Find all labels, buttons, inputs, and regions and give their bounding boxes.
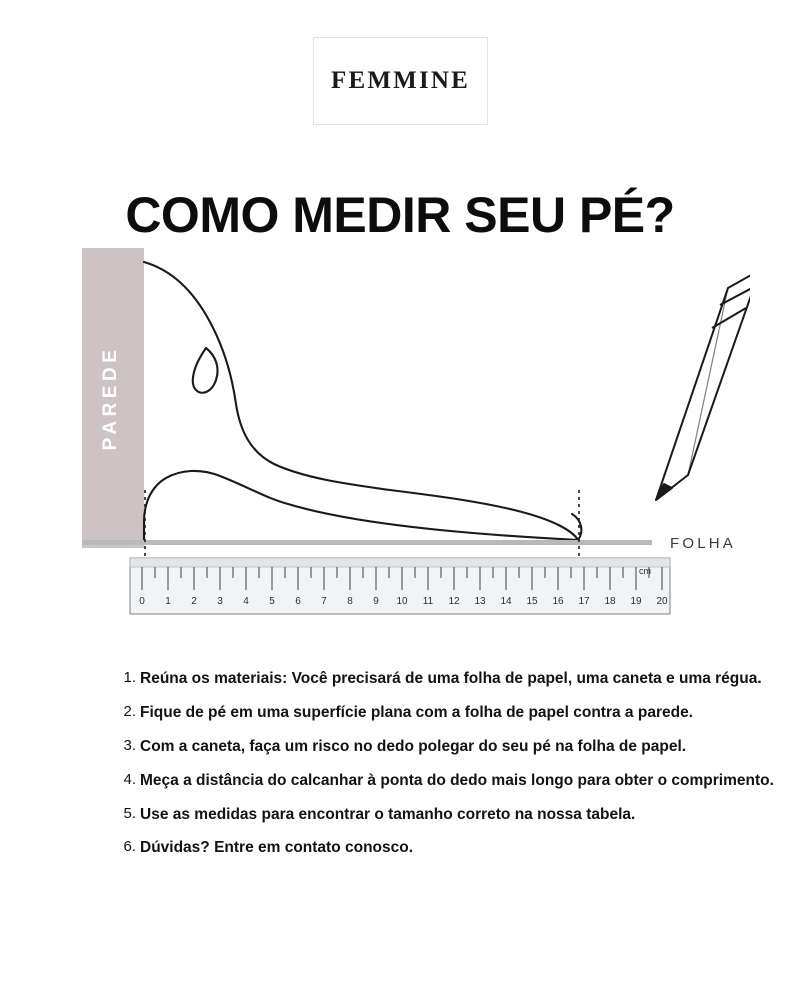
sheet-line xyxy=(82,540,652,545)
svg-text:5: 5 xyxy=(269,596,275,607)
step-number: 4. xyxy=(123,770,136,788)
step-text: Meça a distância do calcanhar à ponta do dedo mais longo para obter o comprimento. xyxy=(140,771,774,789)
ruler-bevel xyxy=(130,558,670,567)
sheet-label: FOLHA xyxy=(670,535,737,552)
svg-text:17: 17 xyxy=(578,596,590,607)
svg-text:16: 16 xyxy=(552,596,564,607)
svg-text:3: 3 xyxy=(217,596,223,607)
instruction-list xyxy=(74,668,794,871)
svg-text:12: 12 xyxy=(448,596,460,607)
svg-text:2: 2 xyxy=(191,596,197,607)
svg-text:18: 18 xyxy=(604,596,616,607)
ruler-unit-label: cm xyxy=(639,566,651,576)
svg-text:0: 0 xyxy=(139,596,145,607)
svg-text:15: 15 xyxy=(526,596,538,607)
svg-text:20: 20 xyxy=(656,596,668,607)
ruler-numbers xyxy=(139,596,668,607)
list-item xyxy=(114,804,794,825)
wall-label: PAREDE xyxy=(100,345,121,451)
toe-tip xyxy=(572,514,581,540)
brand-name: FEMMINE xyxy=(331,67,470,94)
foot-outline xyxy=(144,262,578,540)
svg-text:11: 11 xyxy=(422,596,434,607)
page-title: COMO MEDIR SEU PÉ? xyxy=(125,186,675,243)
svg-text:1: 1 xyxy=(165,596,171,607)
ruler xyxy=(130,558,670,614)
step-text: Com a caneta, faça um risco no dedo polegar do seu pé na folha de papel. xyxy=(140,737,687,755)
list-item xyxy=(114,770,794,791)
step-number: 5. xyxy=(123,804,136,822)
svg-text:6: 6 xyxy=(295,596,301,607)
step-number: 6. xyxy=(123,838,136,856)
svg-text:4: 4 xyxy=(243,596,249,607)
svg-text:7: 7 xyxy=(321,596,327,607)
step-text: Fique de pé em uma superfície plana com a folha de papel contra a parede. xyxy=(140,703,693,721)
svg-text:19: 19 xyxy=(630,596,642,607)
ankle-detail xyxy=(193,348,218,393)
step-number: 3. xyxy=(123,736,136,754)
list-item xyxy=(114,668,794,689)
svg-text:8: 8 xyxy=(347,596,353,607)
list-item xyxy=(114,837,794,858)
step-number: 1. xyxy=(123,669,136,686)
list-item xyxy=(114,702,794,723)
ruler-ticks xyxy=(142,567,662,590)
step-text: Reúna os materiais: Você precisará de uma folha de papel, uma caneta e uma régua. xyxy=(140,670,762,687)
step-text: Dúvidas? Entre em contato conosco. xyxy=(140,839,414,857)
foot-measure-illustration xyxy=(60,240,750,620)
svg-text:10: 10 xyxy=(396,596,408,607)
svg-text:9: 9 xyxy=(373,596,379,607)
list-item xyxy=(114,736,794,757)
brand-logo-box xyxy=(313,37,488,125)
pencil-icon xyxy=(656,270,750,500)
step-number: 2. xyxy=(123,702,136,720)
svg-text:13: 13 xyxy=(474,596,486,607)
step-text: Use as medidas para encontrar o tamanho correto na nossa tabela. xyxy=(140,805,636,823)
svg-text:14: 14 xyxy=(500,596,512,607)
